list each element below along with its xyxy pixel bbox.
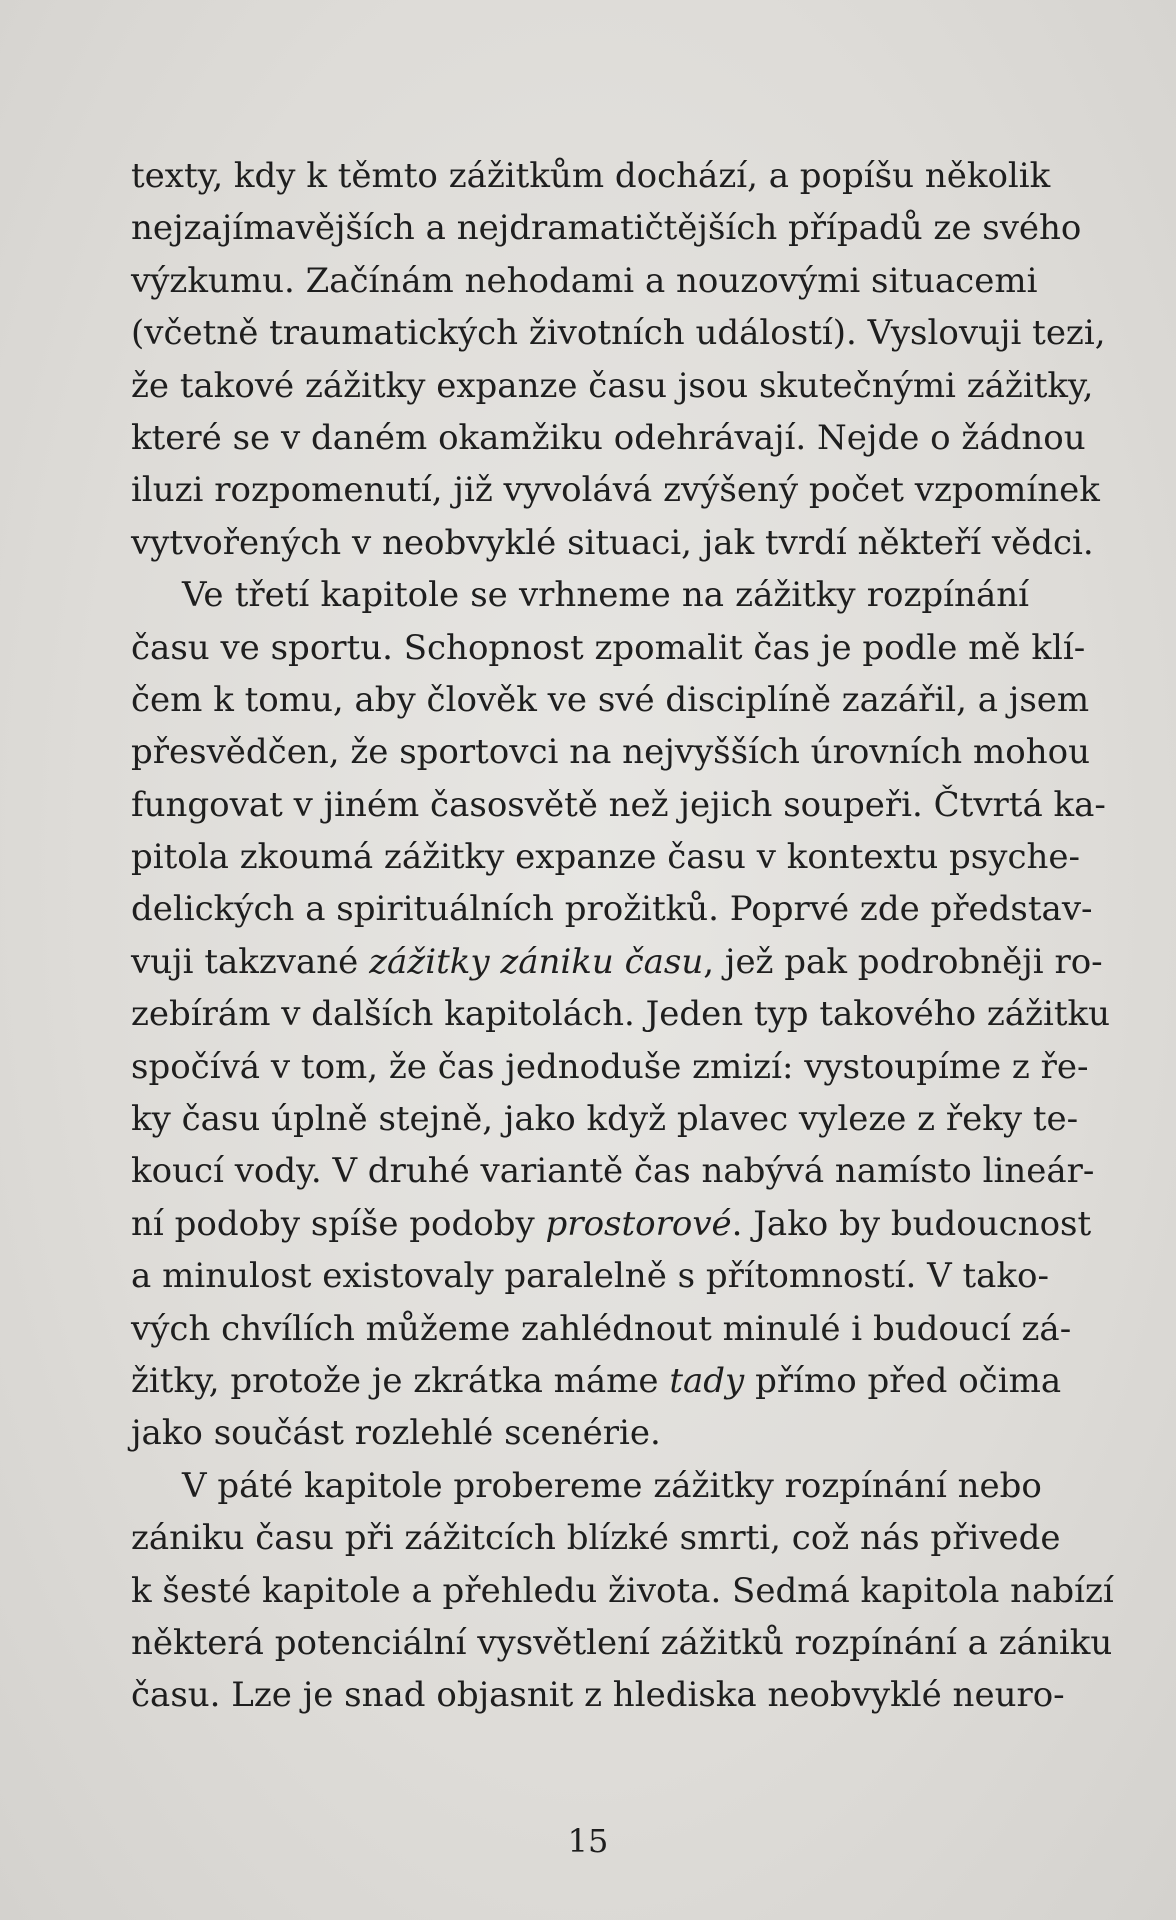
text-line: výzkumu. Začínám nehodami a nouzovými situacemi [131,260,1038,301]
text-line [131,1198,1092,1250]
italic-phrase: zážitky zániku času [369,941,704,982]
text-run: ní podoby spíše podoby [131,1203,546,1244]
text-line: k šesté kapitole a přehledu života. Sedmá kapitola nabízí [131,1570,1114,1611]
text-line: zániku času při zážitcích blízké smrti, což nás přivede [131,1518,1061,1559]
text-line: času. Lze je snad objasnit z hlediska neobvyklé neuro- [131,1675,1065,1716]
text-line: vytvořených v neobvyklé situaci, jak tvrdí někteří vědci. [131,522,1094,563]
text-line: fungovat v jiném časosvětě než jejich soupeři. Čtvrtá ka- [131,784,1106,825]
text-line: pitola zkoumá zážitky expanze času v kontextu psyche- [131,837,1080,878]
text-line: a minulost existovaly paralelně s přítomností. V tako- [131,1256,1049,1297]
text-line: čem k tomu, aby člověk ve své disciplíně zazářil, a jsem [131,679,1090,720]
text-run: přímo před očima [744,1360,1062,1401]
text-line: některá potenciální vysvětlení zážitků rozpínání a zániku [131,1622,1113,1663]
text-line: času ve sportu. Schopnost zpomalit čas je podle mě klí- [131,627,1086,668]
text-line: Ve třetí kapitole se vrhneme na zážitky rozpínání [182,575,1029,616]
italic-phrase: tady [669,1360,745,1401]
text-line: jako součást rozlehlé scenérie. [131,1413,661,1454]
text-line: koucí vody. V druhé variantě čas nabývá namísto lineár- [131,1151,1095,1192]
text-line: nejzajímavějších a nejdramatičtějších případů ze svého [131,208,1082,249]
text-line: (včetně traumatických životních událostí). Vyslovuji tezi, [131,313,1106,354]
text-line: zebírám v dalších kapitolách. Jeden typ takového zážitku [131,994,1111,1035]
text-line: přesvědčen, že sportovci na nejvyšších úrovních mohou [131,732,1090,773]
text-line: delických a spirituálních prožitků. Poprvé zde představ- [131,889,1093,930]
text-line: V páté kapitole probereme zážitky rozpínání nebo [182,1465,1042,1506]
text-run: vuji takzvané [131,941,370,982]
text-line: ky času úplně stejně, jako když plavec vyleze z řeky te- [131,1099,1079,1140]
text-line: vých chvílích můžeme zahlédnout minulé i budoucí zá- [131,1308,1072,1349]
text-run: , jež pak podrobněji ro- [703,941,1103,982]
text-line: iluzi rozpomenutí, již vyvolává zvýšený počet vzpomínek [131,470,1100,511]
text-line: které se v daném okamžiku odehrávají. Nejde o žádnou [131,417,1086,458]
text-line: texty, kdy k těmto zážitkům dochází, a popíšu několik [131,156,1051,196]
text-run: . Jako by budoucnost [731,1203,1092,1244]
text-line: že takové zážitky expanze času jsou skutečnými zážitky, [131,365,1094,406]
italic-phrase: prostorové [545,1203,732,1244]
text-line [131,1355,1062,1407]
body-text [131,150,1114,1722]
text-line: spočívá v tom, že čas jednoduše zmizí: vystoupíme z ře- [131,1046,1089,1087]
page-number: 15 [567,1822,609,1860]
text-run: žitky, protože je zkrátka máme [131,1360,670,1401]
text-line [131,936,1103,988]
